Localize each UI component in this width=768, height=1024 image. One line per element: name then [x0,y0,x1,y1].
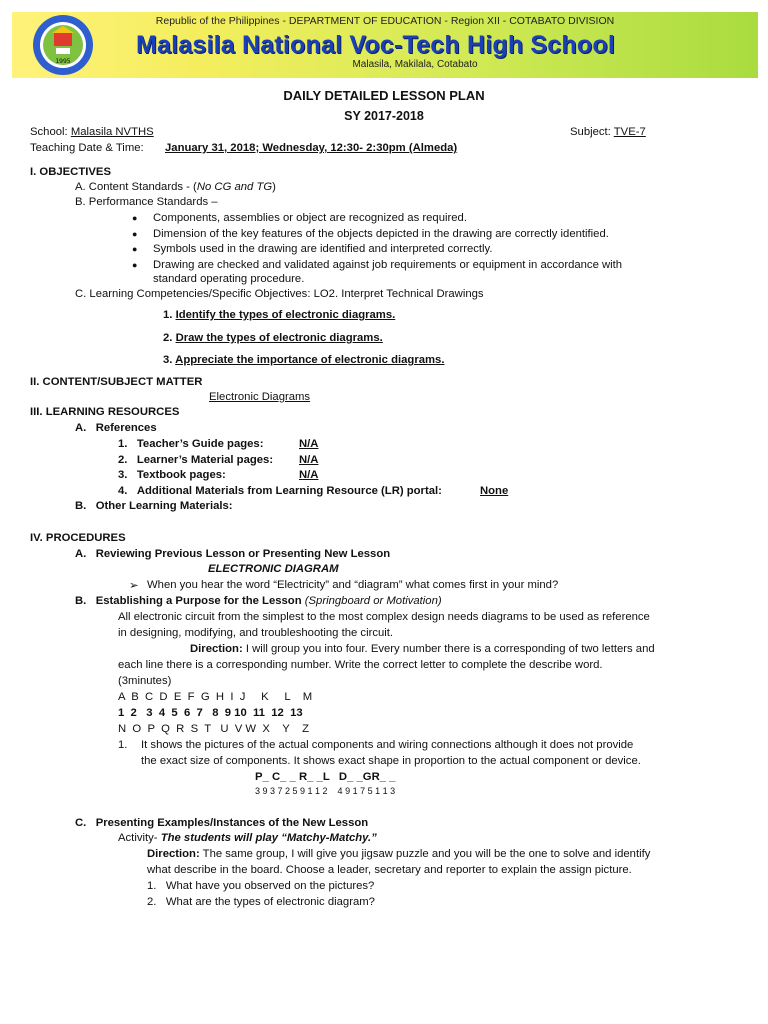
resource-item-3-value: N/A [299,469,319,481]
resource-item-3: 3. Textbook pages: [118,469,226,481]
school-label: School: [30,126,68,138]
school-name: Malasila National Voc-Tech High School [136,31,615,59]
procedure-c-direction-2: what describe in the board. Choose a leader, secretary and reporter to explain the assign picture. [147,864,632,876]
procedure-c-question-1: 1. What have you observed on the pictures? [147,880,375,892]
subject-line [570,126,646,138]
doc-title: DAILY DETAILED LESSON PLAN [283,88,485,103]
procedure-a-sub: ELECTRONIC DIAGRAM [208,563,339,575]
specific-objective-2: 2. Draw the types of electronic diagrams. [163,332,383,344]
bullet-icon: ● [132,244,138,254]
puzzle-numbers: 3 9 3 7 2 5 9 1 1 2 4 9 1 7 5 1 1 3 [255,786,396,796]
doc-school-year: SY 2017-2018 [344,109,424,123]
procedure-c-label: C. Presenting Examples/Instances of the New Lesson [75,817,369,829]
perf-bullet-2: Dimension of the key features of the objects depicted in the drawing are correctly identified. [153,228,609,240]
procedure-b-direction-2: each line there is a corresponding number. Write the correct letter to complete the describe word. [118,659,603,671]
arrow-bullet-icon: ➢ [129,580,139,592]
other-materials: B. Other Learning Materials: [75,500,233,512]
teaching-date-line [30,142,144,154]
puzzle-word: P_ C_ _ R_ _L D_ _GR_ _ [255,771,396,783]
procedure-b-p2: in designing, modifying, and troubleshooting the circuit. [118,627,394,639]
resource-item-1-value: N/A [299,438,319,450]
code-row-letters-2: N O P Q R S T U V W X Y Z [118,723,310,735]
procedure-b-p1: All electronic circuit from the simplest to the most complex design needs diagrams to be used as reference [118,611,650,623]
learning-competencies: C. Learning Competencies/Specific Objectives: LO2. Interpret Technical Drawings [75,288,484,300]
perf-bullet-4-cont: standard operating procedure. [153,273,305,285]
perf-bullet-4: Drawing are checked and validated against job requirements or equipment in accordance with [153,259,623,271]
date-label: Teaching Date & Time: [30,142,144,154]
procedure-a-label: A. Reviewing Previous Lesson or Presenting New Lesson [75,548,391,560]
procedure-c-direction: Direction: The same group, I will give you jigsaw puzzle and you will be the one to solve and identify [147,848,651,860]
perf-bullet-1: Components, assemblies or object are recognized as required. [153,212,467,224]
date-value: January 31, 2018; Wednesday, 12:30- 2:30pm (Almeda) [165,142,458,154]
resource-item-2: 2. Learner’s Material pages: [118,454,274,466]
procedure-c-question-2: 2. What are the types of electronic diagram? [147,896,375,908]
references-label: A. References [75,422,157,434]
objectives-heading: I. OBJECTIVES [30,166,111,178]
subject-value: TVE-7 [613,126,646,138]
resources-heading: III. LEARNING RESOURCES [30,406,180,418]
resource-item-2-value: N/A [299,454,319,466]
bullet-icon: ● [132,260,138,270]
procedure-b-item-line-2: the exact size of components. It shows exact shape in proportion to the actual component or device. [141,755,641,767]
content-standards: A. Content Standards - (No CG and TG) [75,181,276,193]
school-address: Malasila, Makilala, Cotabato [352,59,478,70]
procedure-b-line: B. Establishing a Purpose for the Lesson (Springboard or Motivation) [75,595,442,607]
procedure-a-question: When you hear the word “Electricity” and “diagram” what comes first in your mind? [147,579,559,591]
school-line [30,126,154,138]
resource-item-4-value: None [480,485,509,497]
school-value: Malasila NVTHS [70,126,154,138]
deped-top-line: Republic of the Philippines - DEPARTMENT OF EDUCATION - Region XII - COTABATO DIVISION [155,15,615,27]
performance-standards: B. Performance Standards – [75,196,218,208]
logo-year: 1995 [55,58,71,65]
school-header-banner [12,12,758,78]
procedure-b-time: (3minutes) [118,675,172,687]
perf-bullet-3: Symbols used in the drawing are identified and interpreted correctly. [153,243,493,255]
content-heading: II. CONTENT/SUBJECT MATTER [30,376,203,388]
bullet-icon: ● [132,229,138,239]
resource-item-1: 1. Teacher’s Guide pages: [118,438,264,450]
specific-objective-3: 3. Appreciate the importance of electronic diagrams. [163,354,445,366]
procedure-b-item-num: 1. [118,739,128,751]
subject-label: Subject: [570,126,611,138]
specific-objective-1: 1. Identify the types of electronic diagrams. [163,309,396,321]
procedure-c-activity: Activity- The students will play “Matchy-Matchy.” [118,832,377,844]
code-row-numbers: 1 2 3 4 5 6 7 8 9 10 11 12 13 [118,707,303,719]
procedure-b-direction: Direction: I will group you into four. Every number there is a corresponding of two letters and [190,643,655,655]
procedure-b-item-line-1: It shows the pictures of the actual components and wiring connections although it does not provide [141,739,634,751]
resource-item-4: 4. Additional Materials from Learning Resource (LR) portal: [118,485,442,497]
code-row-letters-1: A B C D E F G H I J K L M [118,691,313,703]
procedures-heading: IV. PROCEDURES [30,532,126,544]
content-topic: Electronic Diagrams [209,391,311,403]
bullet-icon: ● [132,213,138,223]
